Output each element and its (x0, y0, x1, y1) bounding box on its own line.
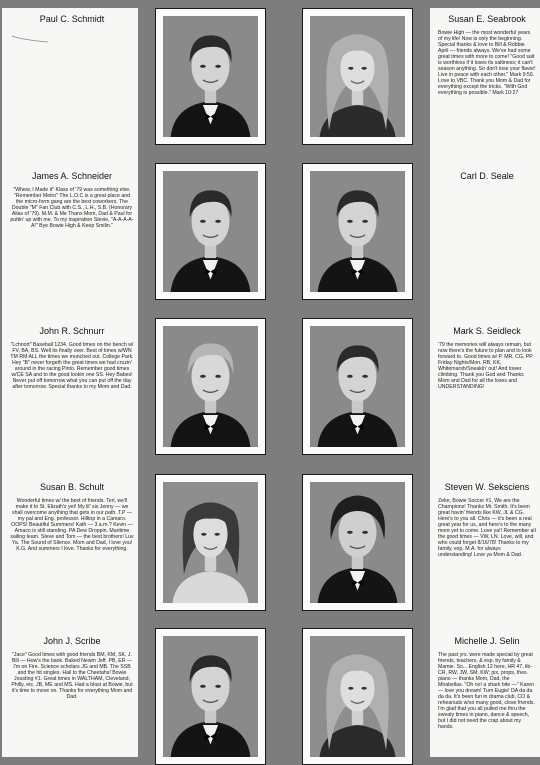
entry-susan-schult (10, 482, 134, 552)
student-name: Paul C. Schmidt (39, 14, 105, 24)
senior-blurb: "Lchnort" Baseball 1234. Good times on the bench w/ FV, BA, BS. Well its finally over. Best of times w/WN TM RM ALL the times we munched out. College Park. Hey "B" never forgeth the great times we had cruzin' around in the racing Pinto. Remember good times w/CE SA and to the good lookin one SS. Hey Babes! Never put off tomorrow what you can put off the day after tomorrow. Special thanks to my Mom and Dad. (10, 342, 134, 390)
student-name: James A. Schneider (31, 171, 113, 181)
portrait-john-schnurr (155, 318, 266, 455)
portrait-susan-schult (155, 474, 266, 611)
student-name: John R. Schnurr (39, 326, 105, 336)
entry-john-schnurr (10, 326, 134, 390)
portrait-michelle-selin (302, 628, 413, 765)
student-name: Steven W. Seksciens (444, 482, 530, 492)
portrait-mark-seidleck (302, 318, 413, 455)
entry-michelle-selin (438, 636, 536, 730)
student-name: Mark S. Seidleck (453, 326, 521, 336)
entry-susan-seabrook (438, 14, 536, 96)
entry-james-schneider (10, 171, 134, 229)
entry-carl-seale (438, 171, 536, 187)
portrait-susan-seabrook (302, 8, 413, 145)
senior-blurb: "Jace" Good times with good friends BM, KM, SK, J. Bill — How's the bank. Baked Newm Jeff. PB, ER — I'm on Fire. Science scholars JG and MB. The SSB and the hit singles. Hail to the Cheetahs! Bowie Jousting #1. Great times in WALTHAM, Cleveland, Philly, etc. JB, ME and MS. Had a blast at Bowie, but it's time to move on. Thanks for everything Mom and Dad. (11, 652, 133, 700)
senior-blurb: The past yrs. were made special by great friends, teachers, & esp. by family & Mamie. So... English 12 here, HR 47, lib-CR, RW, JW, SM, KW; pix, props, thes. piano — thanks Mom, Dad, the Mirabellas. "Oh no! a shark bite —" Karen — love you dream! Turn Eugie! DA da da da da. It's been fun in drama club, CO & rehearsals w/so many good, close friends. I'm glad that you all pulled me thru the sweaty times in piano, dance & speech, but I did not need the crap about my hands. (438, 652, 535, 730)
portrait-john-scribe (155, 628, 266, 765)
entry-john-scribe (10, 636, 134, 700)
portrait-carl-seale (302, 163, 413, 300)
entry-paul-schmidt (10, 14, 134, 44)
student-name: John J. Scribe (43, 636, 101, 646)
entry-mark-seidleck (438, 326, 536, 390)
pencil-mark (10, 30, 50, 44)
senior-blurb: Wonderful times w/ the best of friends. Teri, we'll make it to St. Elizath's yet! My lil' sis Jenny — we shall overcome anything that gets in our path. T.P — my pal and Eng. professor. Hilltop in a Camaro. OOPS! Beautiful Summers! Kath — 3 a.m.? Kevin — Amaco is still standing. PA Dew Droppin. Maritime sailing team. Steve and Tom — the best brothers! Luv Ya. The Sound of Silence. Mom and Dad, I love you! K.G. And summers I love. Thanks for everything. (10, 498, 134, 552)
student-name: Susan E. Seabrook (448, 14, 526, 24)
right-text-column (430, 8, 540, 757)
portrait-steven-seksciens (302, 474, 413, 611)
portrait-james-schneider (155, 163, 266, 300)
senior-blurb: Bowie High — the most wonderful years of my life! Now is only the beginning. Special thanks & love to Bill & Robbie. April — friends always. We've had some great times with more to come! "Good salt is worthless if it loses its saltiness; it can't season anything. So don't lose your flavor! Live in peace with each other." Mark 9:50. Love to VBC. Thank you Mom & Dad for everything except the tricks. "With God everything is possible." Mark 10:27 (438, 30, 536, 96)
student-name: Carl D. Seale (460, 171, 514, 181)
senior-blurb: Zeke, Bowie Soccer #1, We are the Champions! Thanks Mr. Smith. It's been great havin' friends like KW, JL & CG. Here's to you all. Chris — it's been a real great year for us, and here's to the many more yet to come. Love ya!! Remember all the good times — VW, LN. Love, will, and who could forget 8/16/78! Thanks to my family, esp. M.A. for always understanding! Love ya Mom & Dad. (438, 498, 536, 558)
student-name: Michelle J. Selin (454, 636, 520, 646)
left-text-column (2, 8, 138, 757)
entry-steven-seksciens (438, 482, 536, 558)
portrait-paul-schmidt (155, 8, 266, 145)
senior-blurb: '79 the memories will always remain, but now there's the future to plan and to look forward to. Good times w/ P. MR, CG, PP. Friday Nights/Mon. RB, KK, Whitemarsh/Sneakin' out! And tower climbing. Thank you God and Thanks Mom and Dad for all the loses and UNDERSTANDING! (438, 342, 534, 390)
student-name: Susan B. Schult (39, 482, 105, 492)
senior-blurb: "Whew, I Made it" Klass of '79 was something else. "Remember Metro" The L.O.C is a great place and the micro-form gang are the best coworkers. The Double "M" Fan Club with C.S., L.H., S.B. (Honorary Alias of '79). M.M. & Me Thanx Mom, Dad & Paul for puttin' up with me. To my inspiration Stevie, "A-A-A-A-A!" Bye Bowie High & Keep Smilin." (10, 187, 134, 229)
